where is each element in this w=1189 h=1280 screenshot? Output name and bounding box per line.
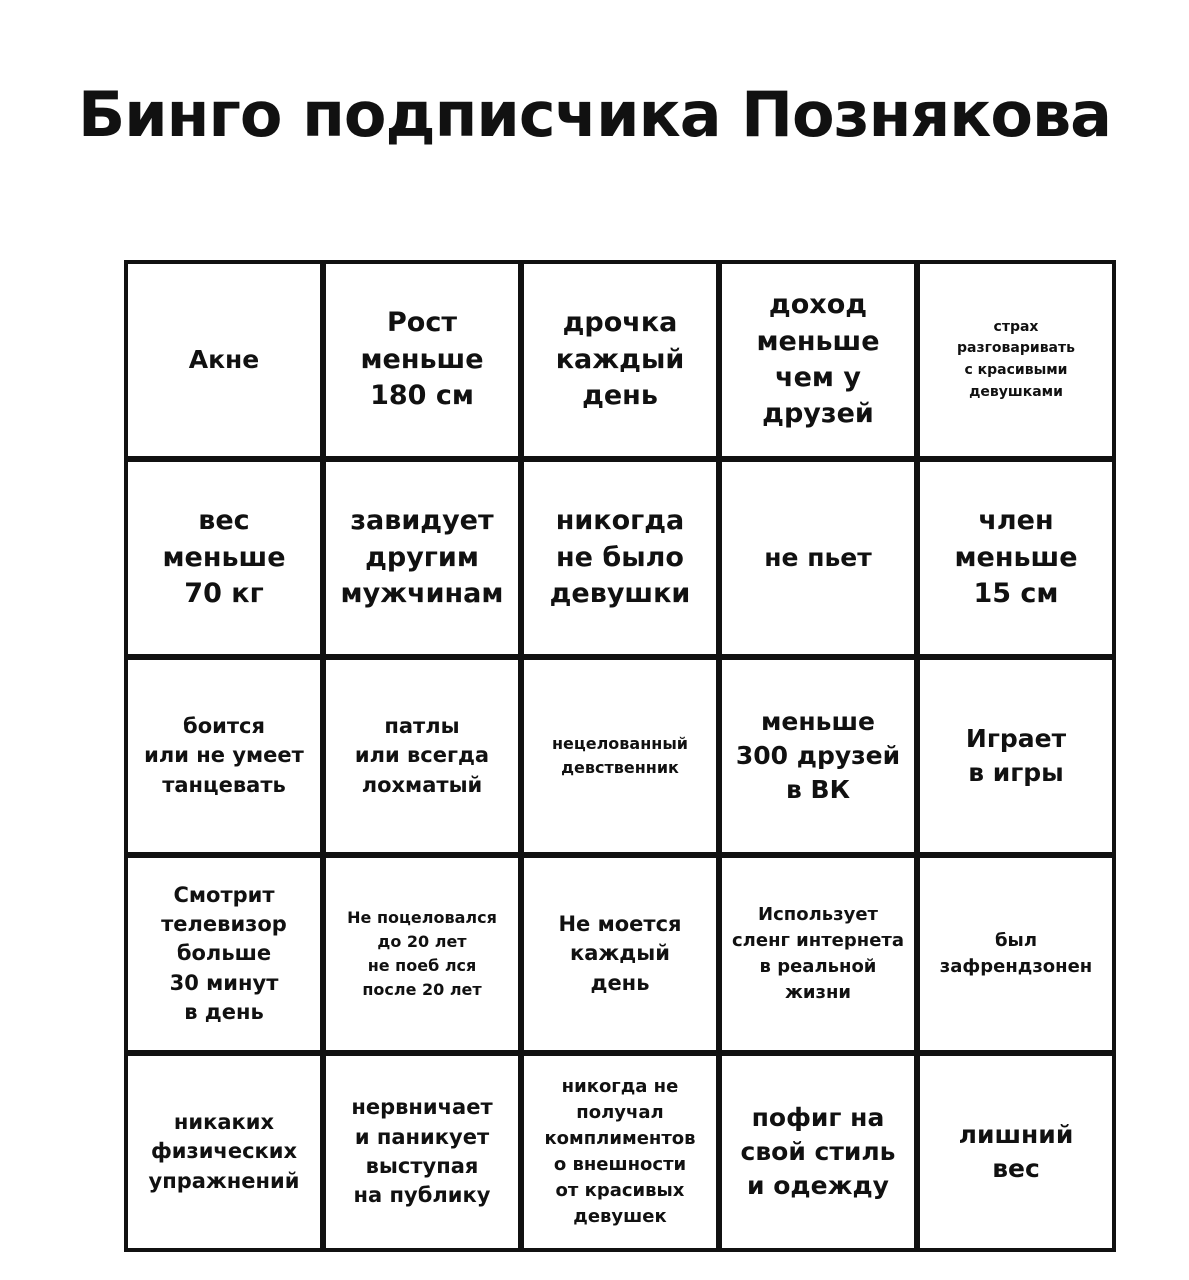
cell-text: Не моется каждый день bbox=[558, 911, 682, 995]
bingo-cell bbox=[128, 660, 320, 852]
cell-text: вес меньше 70 кг bbox=[162, 505, 286, 610]
bingo-cell bbox=[524, 1056, 716, 1248]
cell-text: меньше 300 друзей в ВК bbox=[735, 707, 901, 804]
bingo-cell bbox=[524, 264, 716, 456]
cell-text: Играет в игры bbox=[965, 724, 1067, 787]
cell-text: Не поцеловался до 20 лет не поеб лся после 20 лет bbox=[347, 908, 497, 999]
bingo-cell bbox=[524, 858, 716, 1050]
bingo-cell bbox=[326, 462, 518, 654]
cell-text: дрочка каждый день bbox=[555, 307, 685, 412]
page-title: Бинго подписчика Познякова bbox=[77, 78, 1112, 151]
cell-text: никогда не было девушки bbox=[549, 505, 691, 610]
bingo-grid bbox=[124, 260, 1116, 1252]
cell-text: нецелованный девственник bbox=[551, 734, 689, 777]
bingo-cell bbox=[920, 1056, 1112, 1248]
bingo-cell bbox=[920, 462, 1112, 654]
cell-text: лишний вес bbox=[958, 1120, 1074, 1183]
bingo-cell bbox=[326, 858, 518, 1050]
cell-text: никаких физических упражнений bbox=[148, 1109, 300, 1193]
bingo-cell bbox=[524, 660, 716, 852]
cell-text: не пьет bbox=[764, 543, 872, 573]
bingo-cell bbox=[722, 1056, 914, 1248]
cell-text: никогда не получал комплиментов о внешности от красивых девушек bbox=[544, 1075, 696, 1228]
bingo-cell bbox=[326, 660, 518, 852]
cell-text: Акне bbox=[188, 345, 260, 375]
bingo-cell bbox=[326, 264, 518, 456]
bingo-cell bbox=[128, 264, 320, 456]
bingo-cell bbox=[326, 1056, 518, 1248]
cell-text: пофиг на свой стиль и одежду bbox=[740, 1103, 896, 1200]
cell-text: завидует другим мужчинам bbox=[340, 505, 504, 610]
bingo-cell bbox=[128, 1056, 320, 1248]
cell-text: был зафрендзонен bbox=[939, 929, 1093, 977]
bingo-cell bbox=[920, 264, 1112, 456]
cell-text: член меньше 15 см bbox=[954, 505, 1078, 610]
cell-text: нервничает и паникует выступая на публику bbox=[351, 1095, 493, 1208]
bingo-cell bbox=[920, 660, 1112, 852]
bingo-cell bbox=[920, 858, 1112, 1050]
cell-text: боится или не умеет танцевать bbox=[144, 713, 304, 797]
bingo-cell bbox=[128, 858, 320, 1050]
bingo-cell bbox=[524, 462, 716, 654]
cell-text: Рост меньше 180 см bbox=[360, 307, 484, 412]
bingo-cell bbox=[722, 660, 914, 852]
bingo-cell bbox=[722, 264, 914, 456]
cell-text: Смотрит телевизор больше 30 минут в день bbox=[161, 882, 287, 1025]
bingo-cell bbox=[128, 462, 320, 654]
cell-text: доход меньше чем у друзей bbox=[756, 289, 880, 430]
cell-text: страх разговаривать с красивыми девушками bbox=[957, 318, 1075, 400]
cell-text: патлы или всегда лохматый bbox=[354, 713, 490, 797]
bingo-cell bbox=[722, 462, 914, 654]
bingo-cell bbox=[722, 858, 914, 1050]
cell-text: Использует сленг интернета в реальной жизни bbox=[732, 903, 904, 1004]
